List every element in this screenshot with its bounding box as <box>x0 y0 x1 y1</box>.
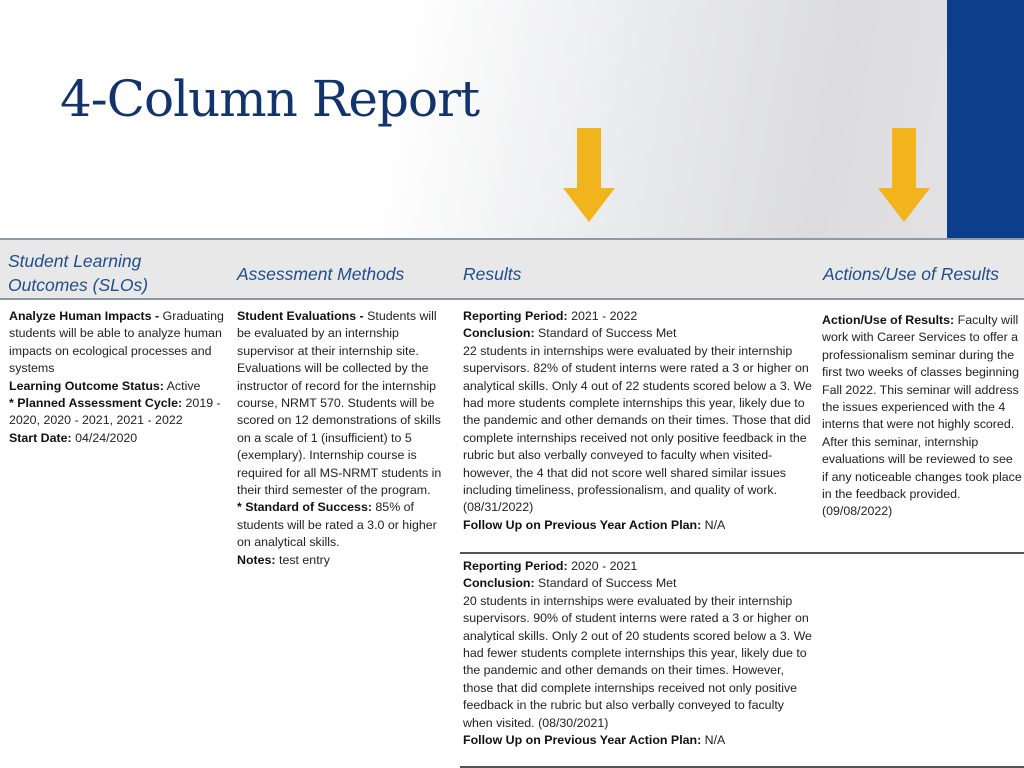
results-row-divider <box>460 552 1024 554</box>
header-slo: Student Learning Outcomes (SLOs) <box>8 251 149 295</box>
result-body: 22 students in internships were evaluated by their internship supervisors. 82% of student interns were rated a 3 or higher on analytical skills. Only 4 out of 22 students scored below a 3. We had more students complete internships this year, likely due to the pandemic and other demands on their times. Those that did complete internships received not only positive feedback in the rubric but also verbally conveyed to faculty when visited- however, the 4 that did not score well shared similar issues including timeliness, professionalism, and quality of work. (08/31/2022) <box>463 343 812 515</box>
slo-status: Learning Outcome Status: Active <box>9 378 201 393</box>
slo-name: Analyze Human Impacts - Graduating students will be able to analyze human impacts on ecological processes and systems <box>9 309 224 376</box>
result-body: 20 students in internships were evaluated by their internship supervisors. 90% of student interns were rated a 3 or higher on analytical skills. Only 2 out of 20 students scored below a 3. We had fewer students complete internships this year, likely due to the pandemic and other demands on their times. However, those that did complete internships received not only positive feedback in the rubric but also verbally conveyed to faculty when visited. (08/30/2021) <box>463 593 812 730</box>
method-notes: Notes: test entry <box>237 552 330 567</box>
result-entry-2020-2021: Reporting Period: 2020 - 2021 Conclusion: Standard of Success Met 20 students in internships were evaluated by their internship supervisors. 90% of student interns were rated a 3 or higher on analytical skills. Only 2 out of 20 students scored below a 3. We had fewer students complete internships this year, likely due to the pandemic and other demands on their times. However, those that did complete internships received not only positive feedback in the rubric but also verbally conveyed to faculty when visited. (08/30/2021) Follow Up on Previous Year Action Plan: N/A <box>463 558 815 749</box>
arrow-down-icon-results <box>563 128 615 222</box>
slide-title: 4-Column Report <box>60 70 480 128</box>
method-description: Student Evaluations - Students will be evaluated by an internship supervisor at their internship site. Evaluations will be collected by the instructor of record for the internship course, NRMT 570. Students will be scored on 12 demonstrations of skills on a scale of 1 (insufficient) to 5 (exemplary). Internship course is required for all MS-NRMT students in their third semester of the program. <box>237 309 442 498</box>
four-column-report <box>0 238 1024 768</box>
header-actions: Actions/Use of Results <box>823 264 1000 284</box>
actions-cell: Action/Use of Results: Faculty will work with Career Services to offer a professionalism seminar during the first two weeks of classes beginning Fall 2022. This seminar will address the issues experienced with the 4 interns that were not highly scored. After this seminar, internship evaluations will be reviewed to see if any noticeable changes took place in the feedback provided. (09/08/2022) <box>822 313 1022 519</box>
header-methods: Assessment Methods <box>237 264 405 284</box>
report-header-row <box>0 238 1024 300</box>
slo-start-date: Start Date: 04/24/2020 <box>9 430 138 445</box>
slo-cycle: * Planned Assessment Cycle: 2019 - 2020, 2020 - 2021, 2021 - 2022 <box>9 396 221 428</box>
methods-cell <box>237 308 453 569</box>
accent-bar <box>947 0 1024 238</box>
header-results: Results <box>463 264 522 284</box>
arrow-down-icon-actions <box>878 128 930 222</box>
result-entry-2021-2022: Reporting Period: 2021 - 2022 Conclusion: Standard of Success Met 22 students in internships were evaluated by their internship supervisors. 82% of student interns were rated a 3 or higher on analytical skills. Only 4 out of 22 students scored below a 3. We had more students complete internships this year, likely due to the pandemic and other demands on their times. Those that did complete internships received not only positive feedback in the rubric but also verbally conveyed to faculty when visited- however, the 4 that did not score well shared similar issues including timeliness, professionalism, and quality of work. (08/31/2022) Follow Up on Previous Year Action Plan: N/A <box>463 308 815 534</box>
slo-cell <box>9 308 231 447</box>
method-standard: * Standard of Success: 85% of students will be rated a 3.0 or higher on analytical skills. <box>237 500 437 550</box>
